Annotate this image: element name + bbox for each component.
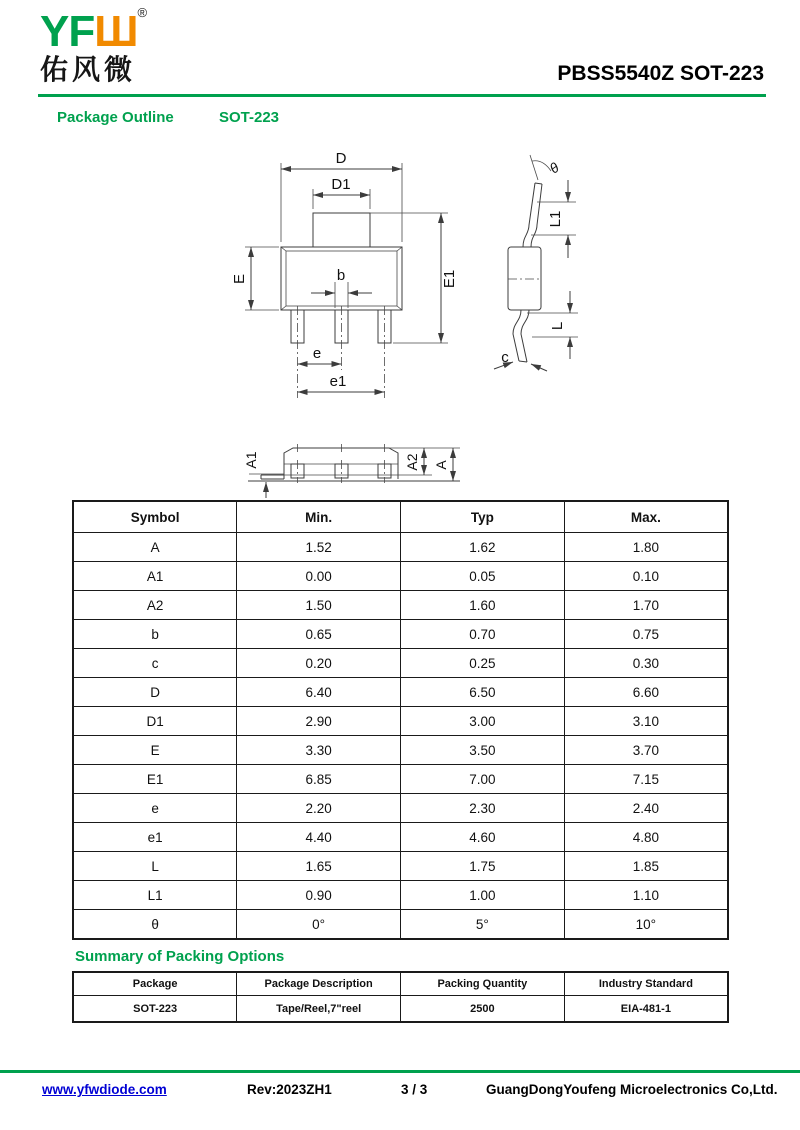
table-cell: 1.70 xyxy=(564,591,728,620)
table-cell: θ xyxy=(73,910,237,940)
table-row xyxy=(73,736,728,765)
table-cell: 0.30 xyxy=(564,649,728,678)
table-cell: 1.80 xyxy=(564,533,728,562)
table-cell: 6.50 xyxy=(401,678,565,707)
table-cell: L xyxy=(73,852,237,881)
table-cell: 10° xyxy=(564,910,728,940)
table-cell: c xyxy=(73,649,237,678)
table-cell: 2.30 xyxy=(401,794,565,823)
table-cell: 0.00 xyxy=(237,562,401,591)
header-divider xyxy=(38,94,766,97)
table-cell: e1 xyxy=(73,823,237,852)
table-cell: Tape/Reel,7"reel xyxy=(237,996,401,1023)
table-cell: 1.50 xyxy=(237,591,401,620)
side-view-diagram xyxy=(494,155,578,371)
front-view-diagram xyxy=(231,150,458,398)
table-cell: 6.60 xyxy=(564,678,728,707)
bottom-view-diagram xyxy=(243,444,460,498)
dimension-table-body xyxy=(73,533,728,940)
table-cell: 0° xyxy=(237,910,401,940)
dimension-table-header-row xyxy=(73,501,728,533)
table-cell: 2500 xyxy=(401,996,565,1023)
table-row xyxy=(73,765,728,794)
section-label: Package Outline xyxy=(57,109,174,126)
packing-options-heading: Summary of Packing Options xyxy=(75,948,285,965)
column-header: Min. xyxy=(237,501,401,533)
footer-divider xyxy=(0,1070,800,1073)
table-cell: 3.50 xyxy=(401,736,565,765)
dimension-table xyxy=(72,500,729,940)
table-cell: 7.00 xyxy=(401,765,565,794)
table-cell: 0.10 xyxy=(564,562,728,591)
table-row xyxy=(73,794,728,823)
package-outline-drawing xyxy=(0,130,800,502)
table-cell: 1.52 xyxy=(237,533,401,562)
logo-yf-text: YF xyxy=(40,7,95,56)
column-header: Symbol xyxy=(73,501,237,533)
table-cell: A2 xyxy=(73,591,237,620)
table-row xyxy=(73,996,728,1023)
table-cell: 7.15 xyxy=(564,765,728,794)
table-cell: 1.65 xyxy=(237,852,401,881)
table-cell: EIA-481-1 xyxy=(564,996,728,1023)
table-cell: 5° xyxy=(401,910,565,940)
table-row xyxy=(73,562,728,591)
logo-wordmark xyxy=(40,5,147,56)
table-row xyxy=(73,591,728,620)
table-cell: 2.40 xyxy=(564,794,728,823)
dim-label-L: L xyxy=(549,321,566,331)
table-cell: 0.05 xyxy=(401,562,565,591)
table-cell: 1.00 xyxy=(401,881,565,910)
company-logo xyxy=(40,5,147,85)
packing-table-body xyxy=(73,996,728,1023)
dim-label-theta: θ xyxy=(546,159,562,177)
dim-label-c: c xyxy=(501,349,509,366)
table-cell: 0.90 xyxy=(237,881,401,910)
table-cell: b xyxy=(73,620,237,649)
table-cell: 2.20 xyxy=(237,794,401,823)
table-cell: 4.80 xyxy=(564,823,728,852)
table-cell: e xyxy=(73,794,237,823)
column-header: Package xyxy=(73,972,237,996)
table-cell: 4.40 xyxy=(237,823,401,852)
page-title: PBSS5540Z SOT-223 xyxy=(557,62,764,85)
table-cell: D1 xyxy=(73,707,237,736)
table-cell: 2.90 xyxy=(237,707,401,736)
table-cell: 0.75 xyxy=(564,620,728,649)
website-link[interactable]: www.yfwdiode.com xyxy=(42,1082,167,1097)
table-row xyxy=(73,910,728,940)
packing-options-table xyxy=(72,971,729,1023)
table-cell: 1.85 xyxy=(564,852,728,881)
table-cell: E xyxy=(73,736,237,765)
dim-label-A1: A1 xyxy=(243,451,259,469)
table-cell: 6.85 xyxy=(237,765,401,794)
page-number: 3 / 3 xyxy=(401,1082,428,1097)
table-cell: 6.40 xyxy=(237,678,401,707)
table-cell: 0.70 xyxy=(401,620,565,649)
revision-label: Rev:2023ZH1 xyxy=(247,1082,332,1097)
table-cell: 3.10 xyxy=(564,707,728,736)
table-row xyxy=(73,707,728,736)
column-header: Max. xyxy=(564,501,728,533)
table-cell: 0.65 xyxy=(237,620,401,649)
table-cell: E1 xyxy=(73,765,237,794)
dim-label-b: b xyxy=(336,267,346,284)
dim-label-E: E xyxy=(231,273,248,285)
table-cell: 3.00 xyxy=(401,707,565,736)
table-row xyxy=(73,649,728,678)
dim-label-D: D xyxy=(335,150,347,167)
table-row xyxy=(73,881,728,910)
registered-trademark-icon: ® xyxy=(137,5,147,20)
table-cell: 3.70 xyxy=(564,736,728,765)
section-package-name: SOT-223 xyxy=(219,109,280,126)
dim-label-L1: L1 xyxy=(547,210,564,228)
dim-label-D1: D1 xyxy=(331,176,351,193)
table-row xyxy=(73,823,728,852)
logo-w-glyph: Ш xyxy=(94,7,138,56)
dim-label-E1: E1 xyxy=(441,269,458,289)
packing-table-header-row xyxy=(73,972,728,996)
dim-label-e1: e1 xyxy=(329,373,347,390)
table-cell: 1.75 xyxy=(401,852,565,881)
table-cell: D xyxy=(73,678,237,707)
column-header: Package Description xyxy=(237,972,401,996)
table-row xyxy=(73,620,728,649)
dim-label-A2: A2 xyxy=(404,453,420,471)
table-cell: 1.10 xyxy=(564,881,728,910)
table-cell: SOT-223 xyxy=(73,996,237,1023)
table-cell: 3.30 xyxy=(237,736,401,765)
logo-chinese-name: 佑风微 xyxy=(40,54,137,85)
company-name: GuangDongYoufeng Microelectronics Co,Ltd. xyxy=(486,1082,778,1097)
table-cell: 1.60 xyxy=(401,591,565,620)
column-header: Typ xyxy=(401,501,565,533)
column-header: Industry Standard xyxy=(564,972,728,996)
table-cell: A xyxy=(73,533,237,562)
column-header: Packing Quantity xyxy=(401,972,565,996)
table-cell: L1 xyxy=(73,881,237,910)
table-cell: A1 xyxy=(73,562,237,591)
table-cell: 1.62 xyxy=(401,533,565,562)
table-cell: 0.25 xyxy=(401,649,565,678)
table-row xyxy=(73,852,728,881)
table-cell: 0.20 xyxy=(237,649,401,678)
table-cell: 4.60 xyxy=(401,823,565,852)
table-row xyxy=(73,533,728,562)
table-row xyxy=(73,678,728,707)
dim-label-A: A xyxy=(433,460,449,470)
dim-label-e: e xyxy=(312,345,322,362)
